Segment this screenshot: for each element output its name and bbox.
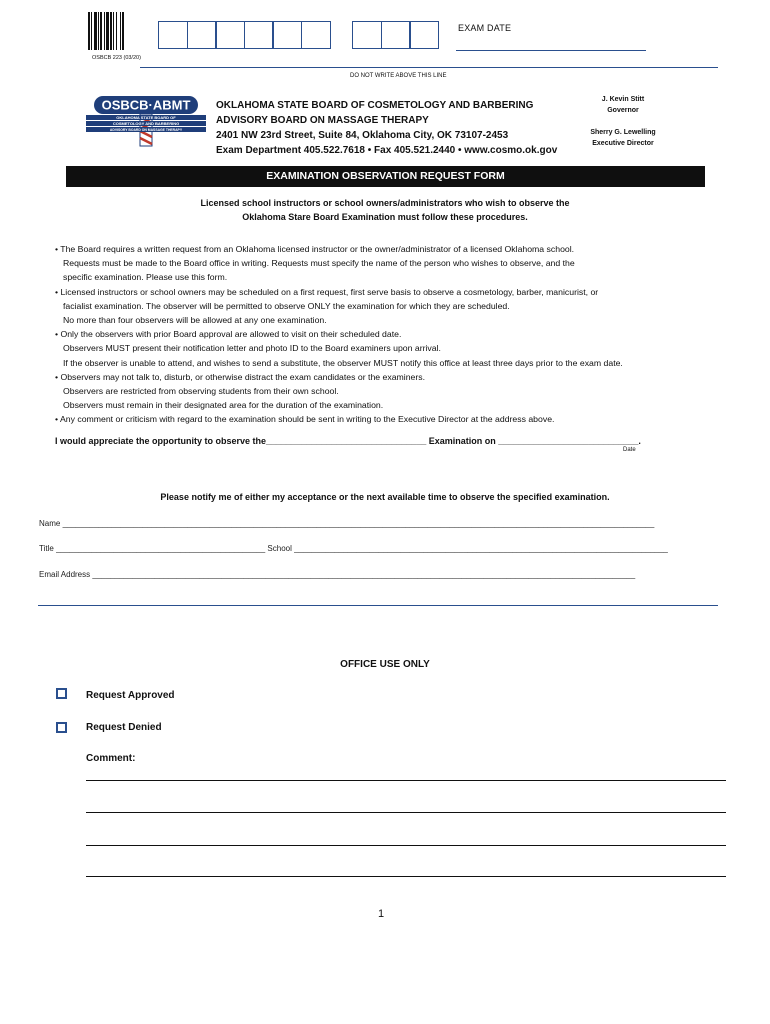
form-title: EXAMINATION OBSERVATION REQUEST FORM <box>66 166 705 187</box>
logo-acronym: OSBCB·ABMT <box>101 97 191 113</box>
intro-line-1: Licensed school instructors or school owners/administrators who wish to observe the <box>200 198 570 208</box>
page-number: 1 <box>378 908 385 920</box>
procedure-line: • Only the observers with prior Board approval are allowed to visit on their scheduled date. <box>55 329 402 340</box>
title-field[interactable]: _______________________________________________ <box>56 544 266 553</box>
divider-line <box>140 67 718 68</box>
name-label: Name <box>39 519 61 528</box>
procedure-line: Requests must be made to the Board office in writing. Requests must specify the name of the person who wishes to observe, and the <box>63 258 575 269</box>
exam-date-request-field[interactable]: ____________________________ <box>498 436 639 446</box>
school-field[interactable]: ____________________________________________________________________________________ <box>294 544 668 553</box>
exam-date-label: EXAM DATE <box>458 23 512 33</box>
comment-label: Comment: <box>86 753 136 764</box>
id-boxes-group-1[interactable] <box>158 21 329 51</box>
id-boxes-group-2[interactable] <box>352 21 438 51</box>
request-sentence-mid: Examination on <box>426 436 499 446</box>
date-caption: Date <box>623 447 636 453</box>
procedure-line: • Any comment or criticism with regard to the examination should be sent in writing to the Executive Director at the address above. <box>55 414 555 425</box>
procedure-line: specific examination. Please use this form. <box>63 272 228 283</box>
request-denied-checkbox[interactable] <box>56 722 67 733</box>
procedure-line: Observers must remain in their designated area for the duration of the examination. <box>63 400 384 411</box>
procedure-line: If the observer is unable to attend, and wishes to send a substitute, the observer MUST notify this office at least three days prior to the exam date. <box>63 357 623 368</box>
svg-text:ADVISORY BOARD ON MASSAGE THER: ADVISORY BOARD ON MASSAGE THERAPY <box>109 128 183 132</box>
procedure-line: Observers are restricted from observing students from their own school. <box>63 386 339 397</box>
board-name: OKLAHOMA STATE BOARD OF COSMETOLOGY AND BARBERING <box>216 100 534 111</box>
director-name: Sherry G. Lewelling <box>590 129 656 136</box>
title-school-row <box>39 544 668 553</box>
director-block <box>578 127 668 149</box>
do-not-write-notice: DO NOT WRITE ABOVE THIS LINE <box>350 73 447 79</box>
board-address: 2401 NW 23rd Street, Suite 84, Oklahoma City, OK 73107-2453 <box>216 130 509 141</box>
notify-statement: Please notify me of either my acceptance or the next available time to observe the specified examination. <box>160 492 610 502</box>
procedures-list <box>55 242 755 427</box>
school-label: School <box>267 544 292 553</box>
procedure-line: No more than four observers will be allowed at any one examination. <box>63 315 327 326</box>
email-row <box>39 570 635 579</box>
procedure-line: • The Board requires a written request from an Oklahoma licensed instructor or the owner/administrator of a licensed Oklahoma school. <box>55 244 575 254</box>
section-divider <box>38 605 718 606</box>
request-sentence <box>55 436 641 446</box>
svg-text:COSMETOLOGY AND BARBERING: COSMETOLOGY AND BARBERING <box>112 121 180 126</box>
procedure-line: • Observers may not talk to, disturb, or otherwise distract the exam candidates or the examiners. <box>55 371 426 382</box>
exam-type-field[interactable]: ________________________________ <box>266 436 427 446</box>
office-use-heading: OFFICE USE ONLY <box>340 659 430 670</box>
director-title: Executive Director <box>592 140 654 147</box>
email-field[interactable]: __________________________________________________________________________________________________________________________ <box>92 570 636 579</box>
governor-title: Governor <box>607 107 639 114</box>
board-advisory: ADVISORY BOARD ON MASSAGE THERAPY <box>216 115 429 126</box>
name-row <box>39 519 654 528</box>
comment-line[interactable] <box>86 845 726 846</box>
title-label: Title <box>39 544 54 553</box>
board-contact: Exam Department 405.522.7618 • Fax 405.521.2440 • www.cosmo.ok.gov <box>216 145 558 156</box>
exam-date-field[interactable] <box>456 50 646 51</box>
svg-text:OKLAHOMA STATE BOARD OF: OKLAHOMA STATE BOARD OF <box>116 115 176 120</box>
request-denied-label: Request Denied <box>86 722 162 733</box>
board-address-block <box>216 98 557 158</box>
request-approved-checkbox[interactable] <box>56 688 67 699</box>
request-sentence-end: . <box>638 436 641 446</box>
comment-line[interactable] <box>86 812 726 813</box>
governor-name: J. Kevin Stitt <box>601 96 645 103</box>
comment-line[interactable] <box>86 876 726 877</box>
osbcb-logo <box>84 93 208 147</box>
comment-line[interactable] <box>86 780 726 781</box>
request-approved-label: Request Approved <box>86 690 175 701</box>
request-sentence-start: I would appreciate the opportunity to observe the <box>55 436 267 446</box>
barcode <box>88 12 146 50</box>
intro-line-2: Oklahoma Stare Board Examination must follow these procedures. <box>242 212 528 222</box>
barcode-bar <box>124 12 125 50</box>
procedure-line: facialist examination. The observer will be permitted to observe ONLY the examination for which they are scheduled. <box>63 300 510 311</box>
form-number: OSBCB 223 (03/20) <box>92 55 141 61</box>
procedure-line: Observers MUST present their notification letter and photo ID to the Board examiners upon arrival. <box>63 343 441 354</box>
name-field[interactable]: _____________________________________________________________________________________________________________________________________ <box>62 519 655 528</box>
governor-block <box>578 94 668 116</box>
email-label: Email Address <box>39 570 91 579</box>
procedure-line: • Licensed instructors or school owners may be scheduled on a first request, first serve basis to observe a cosmetology, barber, manicurist, or <box>55 286 599 297</box>
